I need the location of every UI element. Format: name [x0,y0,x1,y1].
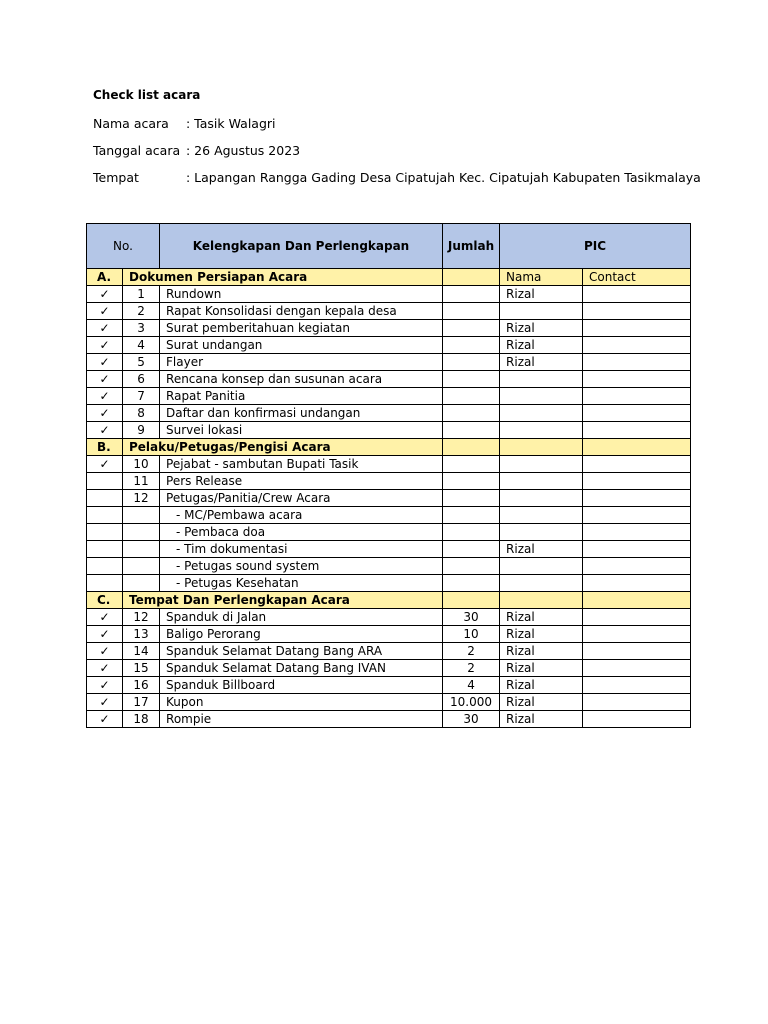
item-qty [443,286,500,303]
row-number: 16 [123,677,160,694]
table-row [87,711,691,728]
table-row [87,303,691,320]
pic-contact [583,320,691,337]
pic-contact [583,711,691,728]
item-qty [443,490,500,507]
pic-contact [583,405,691,422]
header-pic: PIC [500,224,691,269]
pic-name: Rizal [500,337,583,354]
check-mark: ✓ [87,286,123,303]
item-name: Petugas/Panitia/Crew Acara [160,490,443,507]
pic-contact [583,354,691,371]
item-name: Rompie [160,711,443,728]
pic-name [500,405,583,422]
pic-name [500,422,583,439]
item-name: Daftar dan konfirmasi undangan [160,405,443,422]
pic-contact [583,575,691,592]
item-qty [443,541,500,558]
item-name: Pers Release [160,473,443,490]
table-row [87,694,691,711]
table-row [87,354,691,371]
pic-contact-header [583,592,691,609]
item-name: Baligo Perorang [160,626,443,643]
table-row [87,609,691,626]
table-body [87,269,691,728]
item-qty [443,354,500,371]
item-qty: 4 [443,677,500,694]
row-number: 9 [123,422,160,439]
check-mark: ✓ [87,371,123,388]
pic-contact [583,388,691,405]
row-number: 7 [123,388,160,405]
pic-name [500,456,583,473]
check-mark: ✓ [87,694,123,711]
check-mark: ✓ [87,456,123,473]
row-number: 18 [123,711,160,728]
pic-name: Rizal [500,320,583,337]
check-mark: ✓ [87,609,123,626]
item-name: Rundown [160,286,443,303]
pic-name [500,388,583,405]
pic-name-header: Nama [500,269,583,286]
document-title: Check list acara [93,88,201,102]
info-label: Nama acara [93,116,169,131]
row-number [123,507,160,524]
item-qty [443,524,500,541]
section-qty [443,439,500,456]
section-row [87,269,691,286]
row-number: 17 [123,694,160,711]
pic-name [500,558,583,575]
item-qty: 2 [443,643,500,660]
table-row [87,371,691,388]
item-qty: 2 [443,660,500,677]
item-name: Survei lokasi [160,422,443,439]
pic-contact [583,609,691,626]
section-title: Dokumen Persiapan Acara [123,269,443,286]
row-number: 11 [123,473,160,490]
item-qty [443,405,500,422]
item-name: - Petugas Kesehatan [160,575,443,592]
table-row [87,286,691,303]
table-row [87,541,691,558]
pic-contact [583,371,691,388]
check-mark [87,473,123,490]
table-row [87,320,691,337]
item-name: Rencana konsep dan susunan acara [160,371,443,388]
pic-contact [583,303,691,320]
check-mark: ✓ [87,677,123,694]
section-label: C. [87,592,123,609]
info-label: Tempat [93,170,139,185]
pic-name: Rizal [500,354,583,371]
section-row [87,592,691,609]
row-number: 1 [123,286,160,303]
pic-name: Rizal [500,541,583,558]
pic-contact [583,660,691,677]
item-qty [443,575,500,592]
pic-name: Rizal [500,694,583,711]
item-name: Surat pemberitahuan kegiatan [160,320,443,337]
row-number: 15 [123,660,160,677]
table-row [87,507,691,524]
pic-contact [583,541,691,558]
table-row [87,337,691,354]
table-row [87,405,691,422]
row-number [123,524,160,541]
item-name: Spanduk di Jalan [160,609,443,626]
item-qty [443,388,500,405]
pic-name-header [500,592,583,609]
pic-contact [583,558,691,575]
pic-name [500,507,583,524]
check-mark: ✓ [87,388,123,405]
check-mark: ✓ [87,337,123,354]
table-row [87,456,691,473]
item-qty [443,320,500,337]
check-mark: ✓ [87,626,123,643]
item-name: - Petugas sound system [160,558,443,575]
info-value: : 26 Agustus 2023 [186,143,301,158]
row-number: 5 [123,354,160,371]
pic-name [500,490,583,507]
item-name: Spanduk Selamat Datang Bang ARA [160,643,443,660]
pic-name: Rizal [500,609,583,626]
table-row [87,388,691,405]
check-mark: ✓ [87,405,123,422]
row-number: 3 [123,320,160,337]
pic-name: Rizal [500,677,583,694]
item-name: Rapat Konsolidasi dengan kepala desa [160,303,443,320]
item-qty: 10 [443,626,500,643]
pic-name [500,524,583,541]
row-number [123,541,160,558]
row-number: 4 [123,337,160,354]
pic-name [500,473,583,490]
section-title: Tempat Dan Perlengkapan Acara [123,592,443,609]
pic-name: Rizal [500,626,583,643]
check-mark: ✓ [87,303,123,320]
pic-contact [583,490,691,507]
section-row [87,439,691,456]
pic-contact [583,286,691,303]
item-name: - Pembaca doa [160,524,443,541]
pic-name [500,371,583,388]
pic-contact [583,524,691,541]
pic-contact [583,422,691,439]
item-qty: 30 [443,711,500,728]
section-title: Pelaku/Petugas/Pengisi Acara [123,439,443,456]
item-qty [443,456,500,473]
item-name: Flayer [160,354,443,371]
item-qty: 30 [443,609,500,626]
table-row [87,677,691,694]
check-mark: ✓ [87,643,123,660]
checklist-table [86,223,691,728]
row-number: 6 [123,371,160,388]
table-row [87,660,691,677]
table-row [87,422,691,439]
check-mark [87,524,123,541]
item-qty [443,303,500,320]
info-row-date [93,143,300,158]
pic-contact [583,337,691,354]
check-mark [87,558,123,575]
row-number [123,575,160,592]
table-header-row [87,224,691,269]
pic-contact [583,694,691,711]
item-name: Spanduk Selamat Datang Bang IVAN [160,660,443,677]
row-number: 12 [123,490,160,507]
header-no: No. [87,224,160,269]
item-name: - Tim dokumentasi [160,541,443,558]
item-name: Kupon [160,694,443,711]
table-row [87,490,691,507]
pic-contact [583,507,691,524]
row-number: 14 [123,643,160,660]
table-row [87,575,691,592]
pic-contact-header [583,439,691,456]
pic-contact [583,643,691,660]
section-qty [443,592,500,609]
section-qty [443,269,500,286]
item-name: - MC/Pembawa acara [160,507,443,524]
row-number: 10 [123,456,160,473]
info-row-location [93,170,701,185]
check-mark: ✓ [87,422,123,439]
item-name: Rapat Panitia [160,388,443,405]
item-qty [443,558,500,575]
table-row [87,473,691,490]
row-number: 12 [123,609,160,626]
check-mark: ✓ [87,711,123,728]
info-label: Tanggal acara [93,143,181,158]
item-qty [443,507,500,524]
pic-name: Rizal [500,643,583,660]
table-row [87,558,691,575]
pic-contact-header: Contact [583,269,691,286]
pic-contact [583,626,691,643]
section-label: B. [87,439,123,456]
table-row [87,524,691,541]
pic-name: Rizal [500,286,583,303]
check-mark: ✓ [87,660,123,677]
check-mark [87,507,123,524]
table-row [87,643,691,660]
row-number: 8 [123,405,160,422]
check-mark: ✓ [87,320,123,337]
check-mark [87,575,123,592]
item-name: Surat undangan [160,337,443,354]
item-qty [443,337,500,354]
check-mark [87,541,123,558]
item-qty [443,422,500,439]
row-number: 2 [123,303,160,320]
item-qty [443,371,500,388]
row-number: 13 [123,626,160,643]
item-name: Pejabat - sambutan Bupati Tasik [160,456,443,473]
pic-contact [583,473,691,490]
item-name: Spanduk Billboard [160,677,443,694]
table-row [87,626,691,643]
pic-name: Rizal [500,711,583,728]
check-mark: ✓ [87,354,123,371]
pic-contact [583,677,691,694]
row-number [123,558,160,575]
pic-name [500,303,583,320]
pic-name: Rizal [500,660,583,677]
info-value: : Tasik Walagri [186,116,276,131]
item-qty [443,473,500,490]
info-value: : Lapangan Rangga Gading Desa Cipatujah Kec. Cipatujah Kabupaten Tasikmalaya [186,170,701,185]
pic-name [500,575,583,592]
pic-contact [583,456,691,473]
check-mark [87,490,123,507]
header-item: Kelengkapan Dan Perlengkapan [160,224,443,269]
info-row-event-name [93,116,276,131]
section-label: A. [87,269,123,286]
header-qty: Jumlah [443,224,500,269]
pic-name-header [500,439,583,456]
item-qty: 10.000 [443,694,500,711]
